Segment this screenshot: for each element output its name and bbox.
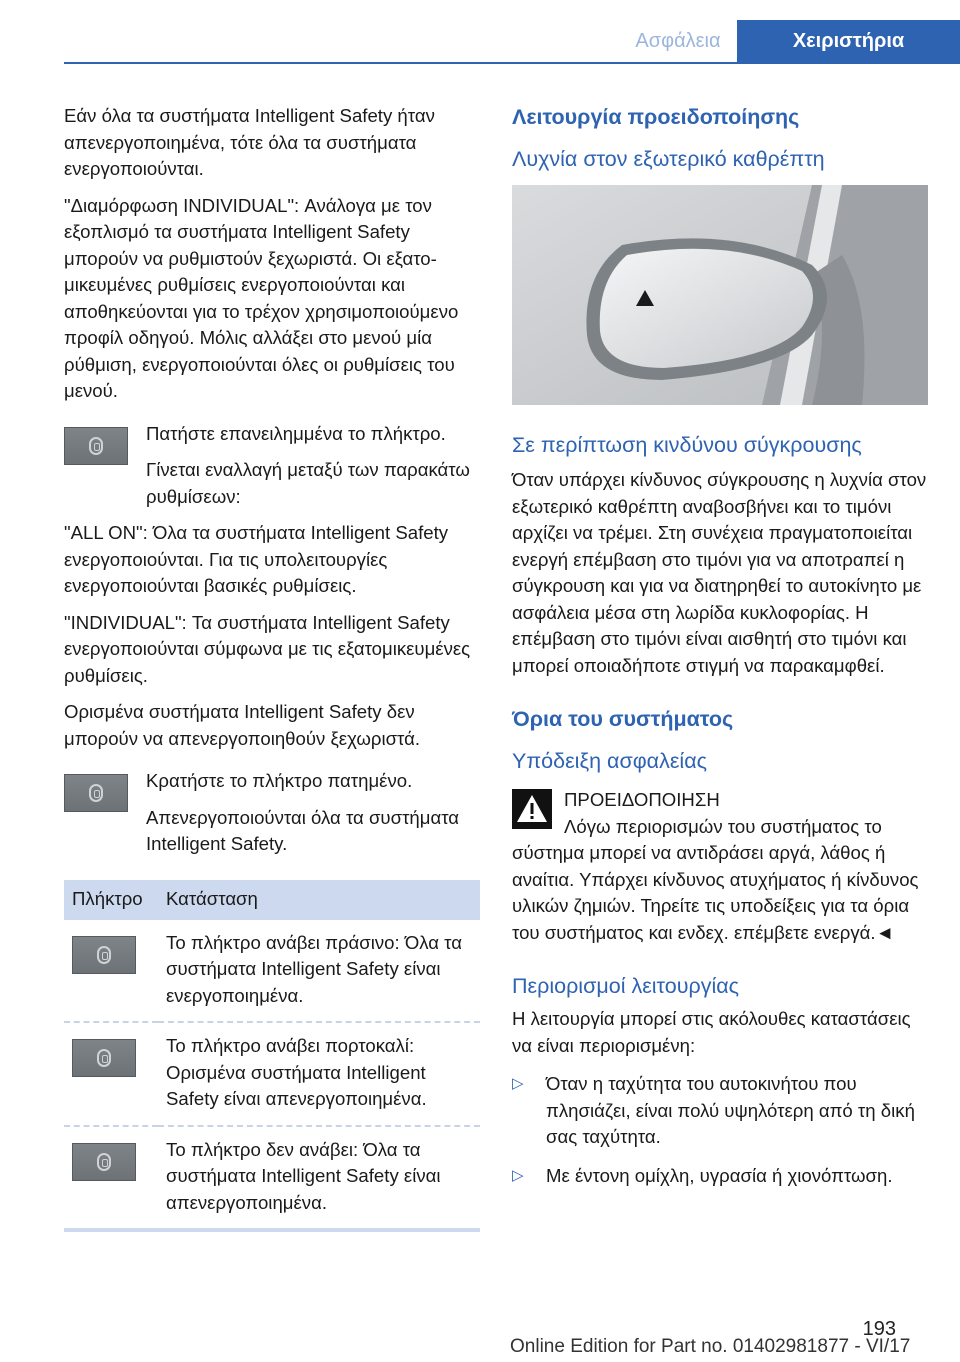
right-column bbox=[512, 103, 928, 1201]
tab-safety[interactable]: Ασφάλεια bbox=[635, 30, 721, 52]
limitations-list bbox=[512, 1071, 928, 1189]
bullet-icon: ▷ bbox=[512, 1166, 524, 1184]
table-cell: Το πλήκτρο ανάβει πορτοκαλί: Ορισμένα συστήματα Intelligent Safety είναι απενεργοποιημένα. bbox=[158, 1022, 480, 1126]
intelligent-safety-button-icon bbox=[72, 936, 136, 974]
paragraph: Όταν υπάρχει κίνδυνος σύγκρουσης η λυχνία στον εξωτερικό καθρέπτη αναβοσβήνει και το τιμόνι αρχίζει να τρέμει. Στη συνέχεια πραγματοποιείται ενεργή επέμβαση στο τιμόνι για να αποτραπεί η σύγκρουση και για να διατηρηθεί το αυτοκίνητο με ασφάλεια μέσα στη λωρίδα κυκλοφορίας. Η επέμβαση στο τιμόνι είναι αισθητή στο τιμόνι και μπορεί οποιαδήποτε στιγμή να παρακαμφθεί. bbox=[512, 469, 927, 676]
table-cell: Το πλήκτρο ανάβει πράσινο: Όλα τα συστήματα Intelligent Safety είναι ενεργοποιημένα. bbox=[158, 920, 480, 1023]
table-row bbox=[64, 1022, 480, 1126]
warning-title: ΠΡΟΕΙΔΟΠΟΙΗΣΗ bbox=[564, 789, 720, 810]
subsection-heading: Υπόδειξη ασφαλείας bbox=[512, 749, 707, 773]
page-header bbox=[0, 0, 960, 64]
subsection-heading: Περιορισμοί λειτουργίας bbox=[512, 974, 740, 998]
column-header: Πλήκτρο bbox=[64, 880, 158, 920]
intelligent-safety-button-icon bbox=[72, 1143, 136, 1181]
list-item-text: Με έντονη ομίχλη, υγρασία ή χιονόπτωση. bbox=[546, 1164, 893, 1186]
bullet-icon: ▷ bbox=[512, 1075, 524, 1092]
table-row bbox=[64, 920, 480, 1023]
table-cell: Το πλήκτρο δεν ανάβει: Όλα τα συστήματα Intelligent Safety είναι απενεργοποιημένα. bbox=[158, 1126, 480, 1231]
list-item bbox=[512, 1163, 928, 1190]
table-header-row bbox=[64, 880, 480, 920]
tab-controls[interactable]: Χειριστήρια bbox=[737, 20, 960, 62]
subsection-heading: Λυχνία στον εξωτερικό καθρέπτη bbox=[512, 147, 825, 171]
warning-box bbox=[512, 787, 928, 814]
list-item bbox=[512, 1071, 928, 1151]
paragraph: "INDIVIDUAL": Τα συστήματα Intelligent Safety ενεργοποιούνται σύμφωνα με τις εξατομικευμένες ρυθμίσεις. bbox=[64, 611, 471, 686]
warning-text: Λόγω περιορισμών του συστήματος το σύστημα μπορεί να αντιδράσει αργά, λάθος ή αναίτια. Υπάρχει κίνδυνος ατυχήματος ή κίνδυνος υλικών ζημιών. Τηρείτε τις υποδείξεις για τα όρια του συστήματος και ενδεχ. επέμβετε ενεργά.◄ bbox=[512, 815, 919, 943]
paragraph: Εάν όλα τα συστήματα Intelligent Safety ήταν απενεργοποιημένα, τότε όλα τα συστήματα ενεργοποιούνται. bbox=[64, 105, 435, 179]
instruction-text: Πατήστε επανειλημμένα το πλήκτρο. bbox=[146, 422, 446, 444]
instruction-text: Απενεργοποιούνται όλα τα συστήματα Intelligent Safety. bbox=[146, 806, 460, 854]
section-heading: Όρια του συστήματος bbox=[512, 707, 734, 731]
table-row bbox=[64, 1126, 480, 1231]
section-heading: Λειτουργία προειδοποίησης bbox=[512, 105, 800, 129]
paragraph: "Διαμόρφωση INDIVIDUAL": Ανάλογα με τον εξοπλισμό τα συστήματα Intelligent Safety μπορούν να ρυθμιστούν ξεχωριστά. Οι εξατομικευμένες ρυθμίσεις ενεργοποιούνται και αποθηκεύονται για το τρέχον χρησιμοποιούμενο προφίλ οδηγού. Μόλις αλλάξει στο μενού μία ρύθμιση, ενεργοποιούνται όλες οι ρυθμίσεις του μενού. bbox=[64, 194, 459, 401]
paragraph: "ALL ON": Όλα τα συστήματα Intelligent Safety ενεργοποιούνται. Για τις υπολειτουργίες ενεργοποιούνται βασικές ρυθμίσεις. bbox=[64, 522, 449, 596]
page-number: 193 bbox=[862, 1318, 896, 1340]
instruction-text: Γίνεται εναλλαγή μεταξύ των παρακάτω ρυθμίσεων: bbox=[146, 459, 470, 507]
warning-icon bbox=[512, 789, 552, 829]
left-column bbox=[64, 103, 480, 1232]
button-status-table bbox=[64, 880, 480, 1233]
header-rule bbox=[64, 62, 960, 64]
subsection-heading: Σε περίπτωση κινδύνου σύγκρουσης bbox=[512, 433, 862, 457]
paragraph: Ορισμένα συστήματα Intelligent Safety δεν μπορούν να απενεργοποιηθούν ξεχωριστά. bbox=[64, 701, 421, 749]
intelligent-safety-button-icon bbox=[72, 1039, 136, 1077]
edition-footer: Online Edition for Part no. 01402981877 - VI/17 bbox=[510, 1336, 911, 1357]
key-instruction-hold bbox=[64, 768, 480, 858]
paragraph: Η λειτουργία μπορεί στις ακόλουθες καταστάσεις να είναι περιορισμένη: bbox=[512, 1008, 911, 1056]
intelligent-safety-button-icon bbox=[64, 427, 128, 465]
key-instruction-press bbox=[64, 421, 480, 511]
exterior-mirror-image bbox=[512, 185, 928, 405]
instruction-text: Κρατήστε το πλήκτρο πατημένο. bbox=[146, 770, 413, 791]
list-item-text: Όταν η ταχύτητα του αυτοκινήτου που πλησιάζει, είναι πολύ υψηλότερη από τη δική σας ταχύτητα. bbox=[546, 1073, 915, 1147]
column-header: Κατάσταση bbox=[158, 880, 480, 920]
intelligent-safety-button-icon bbox=[64, 774, 128, 812]
